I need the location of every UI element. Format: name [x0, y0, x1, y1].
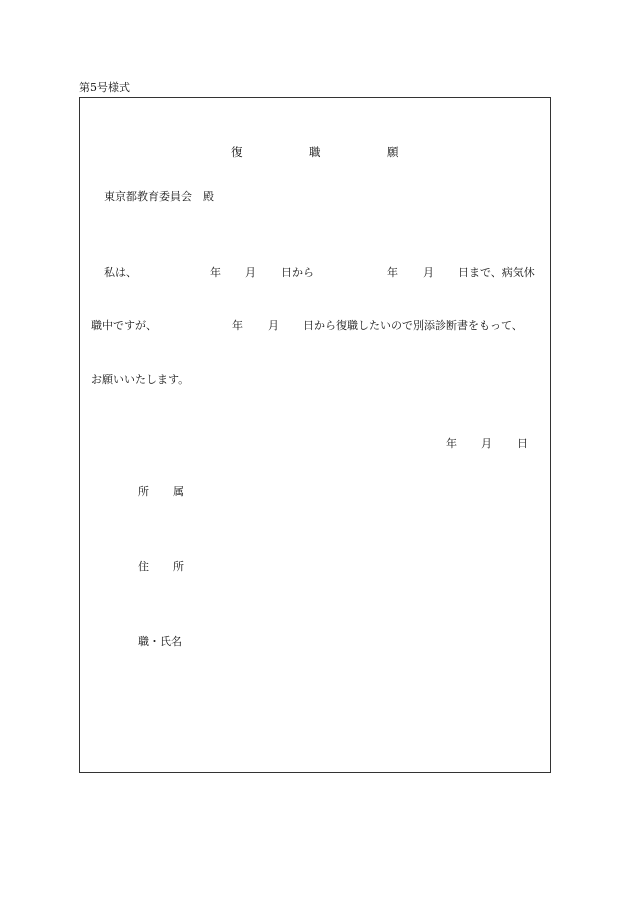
date-year: 年	[446, 437, 457, 450]
address-label-2: 所	[173, 560, 184, 573]
body-line1-year1: 年	[210, 266, 221, 279]
form-number: 第5号様式	[79, 81, 130, 94]
body-line2-year: 年	[232, 319, 243, 332]
affiliation-label-1: 所	[138, 485, 149, 498]
body-line3: お願いいたします。	[91, 373, 190, 386]
address-label-1: 住	[138, 560, 149, 573]
body-line1-day-until: 日まで、病気休	[458, 266, 535, 279]
position-name-label: 職・氏名	[138, 635, 182, 648]
body-line1-day-from: 日から	[281, 266, 314, 279]
title-char-2: 職	[309, 145, 321, 159]
affiliation-label-2: 属	[173, 485, 184, 498]
date-day: 日	[517, 437, 528, 450]
body-line2-month: 月	[268, 319, 279, 332]
body-line1-month1: 月	[245, 266, 256, 279]
body-line1-start: 私は、	[104, 266, 137, 279]
body-line1-year2: 年	[387, 266, 398, 279]
title-char-3: 願	[387, 145, 399, 159]
body-line1-month2: 月	[423, 266, 434, 279]
date-month: 月	[481, 437, 492, 450]
addressee: 東京都教育委員会 殿	[104, 190, 214, 203]
title-char-1: 復	[231, 145, 243, 159]
body-line2-start: 職中ですが、	[91, 319, 157, 332]
body-line2-day-rest: 日から復職したいので別添診断書をもって、	[303, 319, 523, 332]
